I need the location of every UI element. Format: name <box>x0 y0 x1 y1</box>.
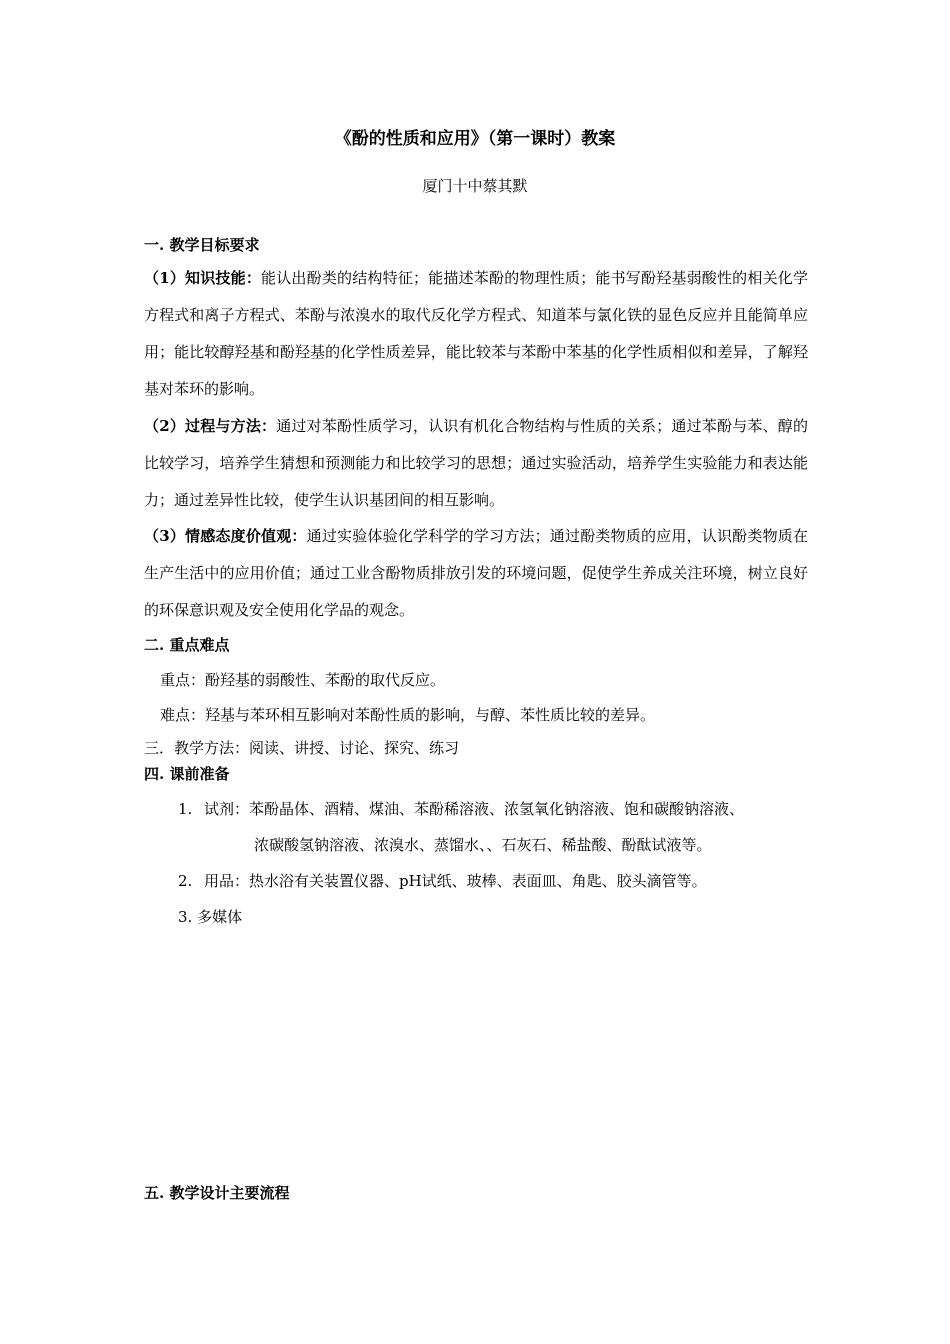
section-heading-preparation: 四. 课前准备 <box>144 765 230 783</box>
paragraph-process-methods <box>144 408 808 519</box>
document-author: 厦门十中蔡其默 <box>422 177 528 195</box>
prep-item-number: 2. <box>178 872 193 890</box>
prep-item-supplies <box>178 863 818 899</box>
teaching-methods-text: 三．教学方法：阅读、讲授、讨论、探究、练习 <box>144 739 460 757</box>
prep-item-text: 试剂：苯酚晶体、酒精、煤油、苯酚稀溶液、浓氢氧化钠溶液、饱和碳酸钠溶液、 <box>204 800 745 818</box>
prep-item-number: 1. <box>178 800 193 818</box>
paragraph-text: 通过实验体验化学科学的学习方法；通过酚类物质的应用，认识酚类物质在生产生活中的应用价值；通过工业含酚物质排放引发的环境问题，促使学生养成关注环境，树立良好的环保意识观及安全使用化学品的观念。 <box>144 527 808 619</box>
paragraph-text: 通过对苯酚性质学习，认识有机化合物结构与性质的关系；通过苯酚与苯、醇的比较学习，培养学生猜想和预测能力和比较学习的思想；通过实验活动，培养学生实验能力和表达能力；通过差异性比较，使学生认识基团间的相互影响。 <box>144 417 808 509</box>
prep-item-text: 用品：热水浴有关装置仪器、pH试纸、玻棒、表面皿、角匙、胶头滴管等。 <box>204 872 707 890</box>
prep-item-text-continued: 浓碳酸氢钠溶液、浓溴水、蒸馏水、、石灰石、稀盐酸、酚酞试液等。 <box>254 836 712 854</box>
difficult-point-text: 难点：羟基与苯环相互影响对苯酚性质的影响，与醇、苯性质比较的差异。 <box>160 706 656 724</box>
section-heading-key-points: 二. 重点难点 <box>144 636 230 654</box>
prep-item-multimedia <box>178 899 818 935</box>
paragraph-knowledge-skills <box>144 260 808 408</box>
document-title: 《酚的性质和应用》（第一课时）教案 <box>334 129 616 149</box>
paragraph-label: （3）情感态度价值观： <box>144 527 307 545</box>
section-heading-design-flow: 五. 教学设计主要流程 <box>144 1184 290 1202</box>
paragraph-label: （2）过程与方法： <box>144 417 277 435</box>
prep-item-text: 3. 多媒体 <box>178 908 243 926</box>
paragraph-emotion-values <box>144 518 808 629</box>
paragraph-text: 能认出酚类的结构特征；能描述苯酚的物理性质；能书写酚羟基弱酸性的相关化学方程式和离子方程式、苯酚与浓溴水的取代反化学方程式、知道苯与氯化铁的显色反应并且能简单应用；能比较醇羟基和酚羟基的化学性质差异，能比较苯与苯酚中苯基的化学性质相似和差异，了解羟基对苯环的影响。 <box>144 269 808 398</box>
section-heading-objectives: 一. 教学目标要求 <box>144 236 260 254</box>
paragraph-label: （1）知识技能： <box>144 269 262 287</box>
prep-item-reagents <box>178 791 818 863</box>
key-point-text: 重点：酚羟基的弱酸性、苯酚的取代反应。 <box>160 671 446 689</box>
